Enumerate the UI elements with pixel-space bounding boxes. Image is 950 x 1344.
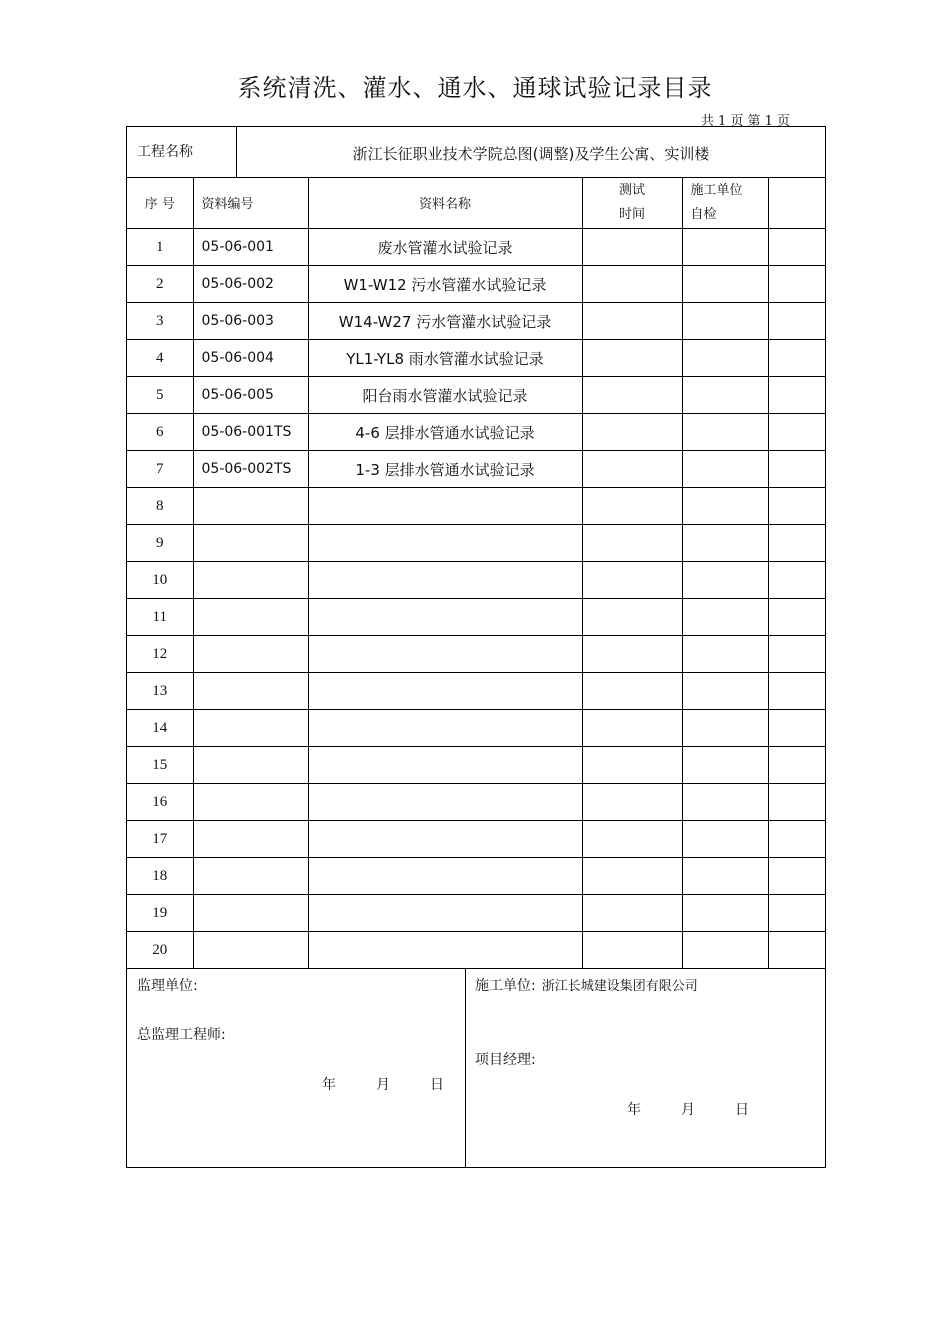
row-extra xyxy=(768,895,825,932)
row-extra xyxy=(768,451,825,488)
row-self-check xyxy=(682,932,768,969)
project-manager-label: 项目经理: xyxy=(475,1052,536,1068)
row-test-time xyxy=(582,266,682,303)
row-test-time xyxy=(582,784,682,821)
row-test-time xyxy=(582,895,682,932)
row-code: 05-06-001TS xyxy=(193,414,308,451)
row-index: 19 xyxy=(127,895,193,932)
month-label: 月 xyxy=(376,1077,390,1093)
row-code xyxy=(193,895,308,932)
row-name xyxy=(308,488,582,525)
table-row xyxy=(127,451,825,488)
row-code xyxy=(193,599,308,636)
table-row xyxy=(127,303,825,340)
row-test-time xyxy=(582,414,682,451)
table-row xyxy=(127,932,825,969)
row-self-check xyxy=(682,895,768,932)
row-index: 12 xyxy=(127,636,193,673)
contractor-date xyxy=(627,1099,749,1119)
row-index: 7 xyxy=(127,451,193,488)
row-index: 18 xyxy=(127,858,193,895)
row-name xyxy=(308,784,582,821)
row-code xyxy=(193,821,308,858)
row-code xyxy=(193,932,308,969)
row-test-time xyxy=(582,747,682,784)
row-self-check xyxy=(682,451,768,488)
contractor-label: 施工单位: xyxy=(475,978,536,994)
row-extra xyxy=(768,303,825,340)
table-header xyxy=(127,177,825,229)
header-index: 序 号 xyxy=(127,177,193,229)
row-name xyxy=(308,747,582,784)
row-test-time xyxy=(582,821,682,858)
row-self-check xyxy=(682,266,768,303)
row-name xyxy=(308,932,582,969)
row-extra xyxy=(768,710,825,747)
record-form xyxy=(126,126,826,1168)
record-table xyxy=(127,177,825,969)
table-row xyxy=(127,710,825,747)
row-self-check xyxy=(682,488,768,525)
header-self-check-line1: 施工单位 xyxy=(690,182,743,198)
row-name: 废水管灌水试验记录 xyxy=(308,229,582,266)
row-test-time xyxy=(582,858,682,895)
page-total: 共 1 页 xyxy=(700,114,744,129)
supervisor-label: 监理单位: xyxy=(137,978,198,994)
year-label: 年 xyxy=(322,1077,336,1093)
row-code xyxy=(193,636,308,673)
project-name: 浙江长征职业技术学院总图(调整)及学生公寓、实训楼 xyxy=(352,145,710,163)
row-extra xyxy=(768,340,825,377)
row-index: 17 xyxy=(127,821,193,858)
page-current: 第 1 页 xyxy=(747,114,790,129)
row-code xyxy=(193,858,308,895)
row-name: 4-6 层排水管通水试验记录 xyxy=(308,414,582,451)
row-name: W1-W12 污水管灌水试验记录 xyxy=(308,266,582,303)
row-name: 1-3 层排水管通水试验记录 xyxy=(308,451,582,488)
table-row xyxy=(127,599,825,636)
row-index: 15 xyxy=(127,747,193,784)
row-code xyxy=(193,562,308,599)
row-test-time xyxy=(582,673,682,710)
row-index: 8 xyxy=(127,488,193,525)
row-index: 20 xyxy=(127,932,193,969)
row-self-check xyxy=(682,525,768,562)
row-name xyxy=(308,895,582,932)
table-row xyxy=(127,673,825,710)
table-row xyxy=(127,821,825,858)
row-self-check xyxy=(682,599,768,636)
row-extra xyxy=(768,414,825,451)
row-extra xyxy=(768,858,825,895)
table-row xyxy=(127,525,825,562)
table-row xyxy=(127,266,825,303)
row-test-time xyxy=(582,525,682,562)
row-self-check xyxy=(682,636,768,673)
table-row xyxy=(127,784,825,821)
row-extra xyxy=(768,636,825,673)
row-name: YL1-YL8 雨水管灌水试验记录 xyxy=(308,340,582,377)
row-code xyxy=(193,784,308,821)
header-extra xyxy=(768,177,825,229)
row-name xyxy=(308,636,582,673)
header-test-time-line1: 测试 xyxy=(618,182,645,198)
row-test-time xyxy=(582,599,682,636)
row-index: 4 xyxy=(127,340,193,377)
row-test-time xyxy=(582,636,682,673)
row-self-check xyxy=(682,858,768,895)
row-test-time xyxy=(582,340,682,377)
project-row xyxy=(127,127,825,178)
table-row xyxy=(127,414,825,451)
row-test-time xyxy=(582,451,682,488)
header-self-check xyxy=(682,177,768,229)
row-self-check xyxy=(682,747,768,784)
row-self-check xyxy=(682,784,768,821)
row-self-check xyxy=(682,562,768,599)
row-extra xyxy=(768,599,825,636)
row-name: W14-W27 污水管灌水试验记录 xyxy=(308,303,582,340)
table-row xyxy=(127,562,825,599)
header-test-time xyxy=(582,177,682,229)
row-extra xyxy=(768,821,825,858)
row-test-time xyxy=(582,932,682,969)
row-code xyxy=(193,488,308,525)
header-test-time-line2: 时间 xyxy=(618,206,645,222)
row-index: 1 xyxy=(127,229,193,266)
row-index: 11 xyxy=(127,599,193,636)
contractor-row xyxy=(475,975,698,995)
table-row xyxy=(127,895,825,932)
row-extra xyxy=(768,266,825,303)
day-label: 日 xyxy=(430,1077,444,1093)
supervisor-block xyxy=(127,969,466,1168)
row-index: 2 xyxy=(127,266,193,303)
row-extra xyxy=(768,377,825,414)
row-extra xyxy=(768,488,825,525)
row-self-check xyxy=(682,303,768,340)
row-index: 13 xyxy=(127,673,193,710)
row-test-time xyxy=(582,562,682,599)
row-code: 05-06-005 xyxy=(193,377,308,414)
row-self-check xyxy=(682,673,768,710)
row-extra xyxy=(768,229,825,266)
row-index: 16 xyxy=(127,784,193,821)
row-index: 14 xyxy=(127,710,193,747)
row-code: 05-06-003 xyxy=(193,303,308,340)
table-row xyxy=(127,229,825,266)
row-extra xyxy=(768,784,825,821)
row-self-check xyxy=(682,377,768,414)
row-code xyxy=(193,747,308,784)
row-index: 3 xyxy=(127,303,193,340)
row-self-check xyxy=(682,821,768,858)
row-index: 10 xyxy=(127,562,193,599)
month-label: 月 xyxy=(681,1102,695,1118)
row-extra xyxy=(768,673,825,710)
row-name xyxy=(308,710,582,747)
row-test-time xyxy=(582,710,682,747)
supervisor-date xyxy=(322,1074,444,1094)
table-row xyxy=(127,488,825,525)
row-index: 5 xyxy=(127,377,193,414)
row-name xyxy=(308,673,582,710)
row-self-check xyxy=(682,229,768,266)
row-extra xyxy=(768,525,825,562)
day-label: 日 xyxy=(735,1102,749,1118)
row-code xyxy=(193,525,308,562)
table-row xyxy=(127,340,825,377)
row-test-time xyxy=(582,303,682,340)
row-test-time xyxy=(582,377,682,414)
year-label: 年 xyxy=(627,1102,641,1118)
row-extra xyxy=(768,932,825,969)
header-code: 资料编号 xyxy=(193,177,308,229)
header-name: 资料名称 xyxy=(308,177,582,229)
row-name xyxy=(308,562,582,599)
row-test-time xyxy=(582,488,682,525)
row-code: 05-06-002TS xyxy=(193,451,308,488)
header-self-check-line2: 自检 xyxy=(690,206,717,222)
row-self-check xyxy=(682,340,768,377)
row-code: 05-06-001 xyxy=(193,229,308,266)
row-code: 05-06-002 xyxy=(193,266,308,303)
row-index: 6 xyxy=(127,414,193,451)
contractor-name: 浙江长城建设集团有限公司 xyxy=(541,979,698,994)
row-name xyxy=(308,599,582,636)
row-name xyxy=(308,858,582,895)
row-self-check xyxy=(682,414,768,451)
row-extra xyxy=(768,747,825,784)
row-code xyxy=(193,710,308,747)
signoff-section xyxy=(127,968,825,1168)
table-row xyxy=(127,747,825,784)
project-label: 工程名称 xyxy=(127,127,237,177)
table-row xyxy=(127,377,825,414)
row-self-check xyxy=(682,710,768,747)
chief-engineer-label: 总监理工程师: xyxy=(137,1027,226,1043)
table-row xyxy=(127,858,825,895)
table-row xyxy=(127,636,825,673)
document-title: 系统清洗、灌水、通水、通球试验记录目录 xyxy=(237,74,713,102)
row-name xyxy=(308,821,582,858)
row-name xyxy=(308,525,582,562)
row-code: 05-06-004 xyxy=(193,340,308,377)
row-name: 阳台雨水管灌水试验记录 xyxy=(308,377,582,414)
row-code xyxy=(193,673,308,710)
row-index: 9 xyxy=(127,525,193,562)
contractor-block xyxy=(465,969,825,1168)
row-extra xyxy=(768,562,825,599)
row-test-time xyxy=(582,229,682,266)
